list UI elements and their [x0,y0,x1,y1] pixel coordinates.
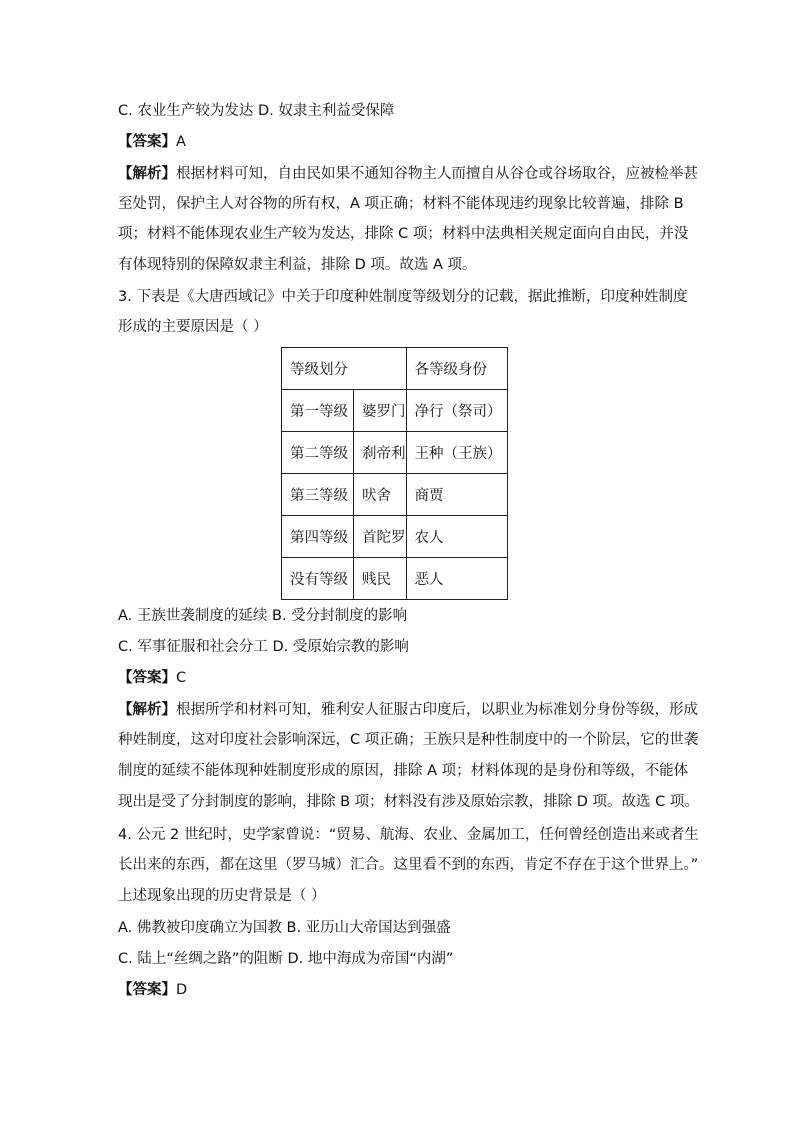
table-cell: 农人 [406,516,507,558]
table-cell: 净行（祭司） [406,390,507,432]
table-cell: 第二等级 [282,432,354,474]
q3-analysis-line: 制度的延续不能体现种姓制度形成的原因，排除 A 项；材料体现的是身份和等级，不能体 [118,763,689,779]
table-row [282,432,508,474]
table-row [282,516,508,558]
q3-analysis-line: 现出是受了分封制度的影响，排除 B 项；材料没有涉及原始宗教，排除 D 项。故选 C 项。 [118,794,699,810]
q2-analysis-line: 项；材料不能体现农业生产较为发达，排除 C 项；材料中法典相关规定面向自由民，并没 [118,226,689,242]
table-row [282,390,508,432]
q2-analysis-line: 至处罚，保护主人对谷物的所有权，A 项正确；材料不能体现违约现象比较普遍，排除 B [118,196,684,212]
q4-stem-line: 4. 公元 2 世纪时，史学家曾说：“贸易、航海、农业、金属加工，任何曾经创造出来或者生 [118,827,699,843]
q3-analysis-line [118,700,698,720]
answer-label: 【答案】 [118,982,176,998]
table-cell: 第四等级 [282,516,354,558]
q4-stem-line: 上述现象出现的历史背景是（ ） [118,888,326,904]
analysis-text: 根据材料可知，自由民如果不通知谷物主人而擅自从谷仓或谷场取谷，应被检举甚 [176,166,698,182]
q2-options-cd: C. 农业生产较为发达 D. 奴隶主利益受保障 [118,103,395,119]
table-cell: 王种（王族） [406,432,507,474]
table-cell: 第一等级 [282,390,354,432]
table-cell: 婆罗门 [354,390,407,432]
q4-options-line: A. 佛教被印度确立为国教 B. 亚历山大帝国达到强盛 [118,920,451,936]
table-row [282,348,508,390]
q2-analysis-line [118,164,698,184]
analysis-label: 【解析】 [118,166,176,182]
answer-value: D [176,982,188,998]
q3-answer [118,668,186,688]
table-header-cell: 等级划分 [282,348,407,390]
analysis-label: 【解析】 [118,702,176,718]
answer-label: 【答案】 [118,670,176,686]
q4-stem-line: 长出来的东西，都在这里（罗马城）汇合。这里看不到的东西，肯定不存在于这个世界上。” [118,857,699,873]
q3-stem-line: 3. 下表是《大唐西域记》中关于印度种姓制度等级划分的记载，据此推断，印度种姓制度 [118,289,688,305]
caste-table [281,347,508,600]
q4-answer [118,980,187,1000]
table-header-cell: 各等级身份 [406,348,507,390]
table-cell: 恶人 [406,558,507,600]
q3-options-line: A. 王族世袭制度的延续 B. 受分封制度的影响 [118,608,408,624]
q4-options-line: C. 陆上“丝绸之路”的阻断 D. 地中海成为帝国“内湖” [118,951,454,967]
q3-options-line: C. 军事征服和社会分工 D. 受原始宗教的影响 [118,639,409,655]
answer-label: 【答案】 [118,134,176,150]
table-cell: 第三等级 [282,474,354,516]
table-cell: 没有等级 [282,558,354,600]
table-cell: 商贾 [406,474,507,516]
table-cell: 吠舍 [354,474,407,516]
table-cell: 贱民 [354,558,407,600]
q3-stem-line: 形成的主要原因是（ ） [118,319,268,335]
table-row [282,474,508,516]
table-row [282,558,508,600]
answer-value: A [176,134,186,150]
q2-analysis-line: 有体现特别的保障奴隶主利益，排除 D 项。故选 A 项。 [118,257,477,273]
table-cell: 刹帝利 [354,432,407,474]
q2-answer [118,132,186,152]
answer-value: C [176,670,187,686]
table-cell: 首陀罗 [354,516,407,558]
q3-analysis-line: 种姓制度，这对印度社会影响深远，C 项正确；王族只是种性制度中的一个阶层，它的世袭 [118,732,699,748]
analysis-text: 根据所学和材料可知，雅利安人征服古印度后，以职业为标准划分身份等级，形成 [176,702,698,718]
